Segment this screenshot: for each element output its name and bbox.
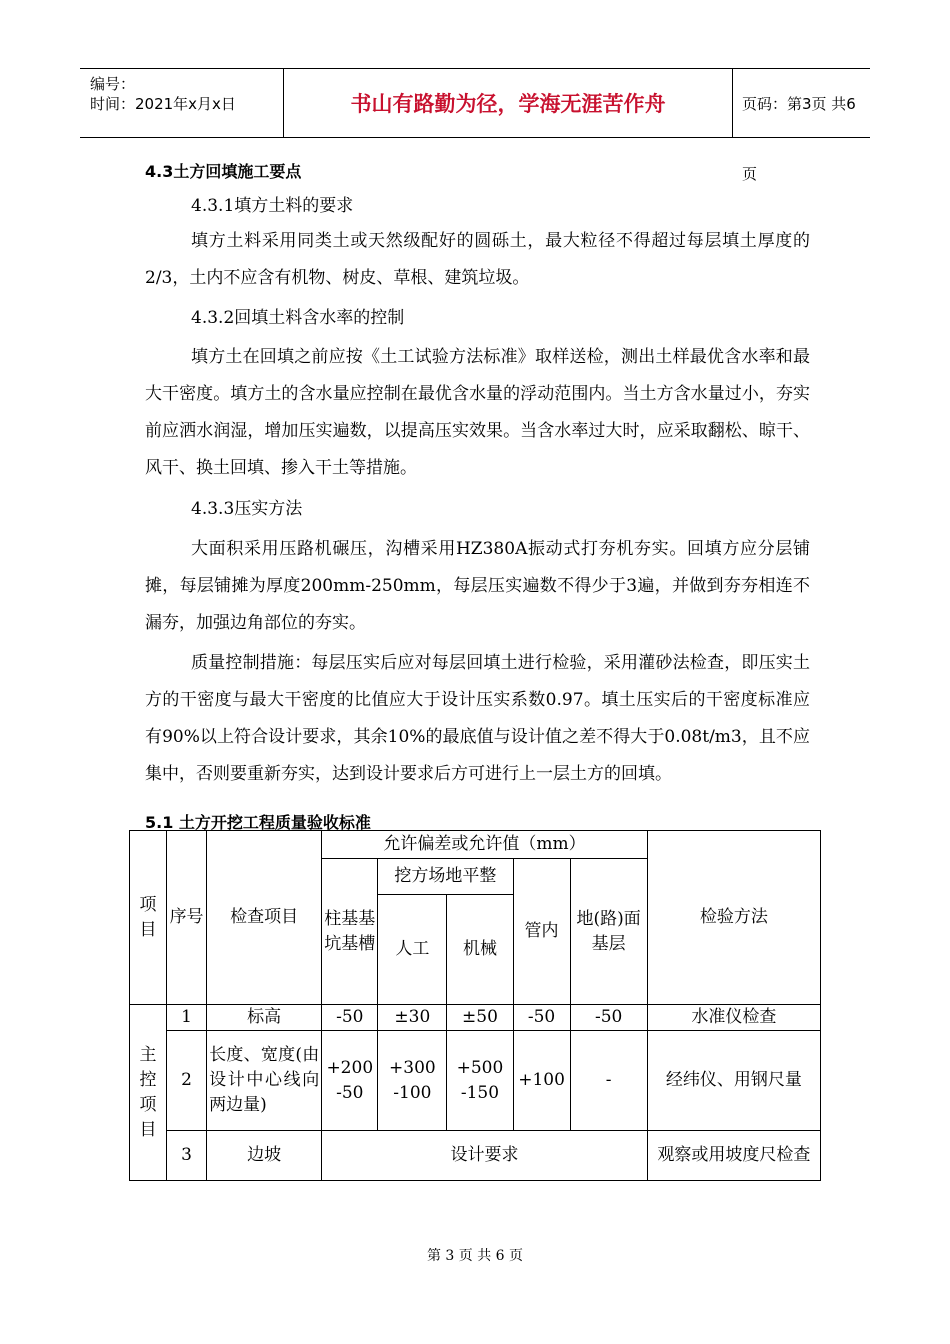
page-footer: 第 3 页 共 6 页: [426, 1248, 524, 1264]
table-row: [130, 1031, 821, 1131]
number-label: 编号：: [90, 75, 136, 93]
header-method: 检验方法: [647, 831, 820, 1005]
row2-method: 经纬仪、用钢尺量: [647, 1031, 820, 1131]
header-allowance: 允许偏差或允许值（mm）: [322, 831, 647, 859]
row3-method: 观察或用坡度尺检查: [647, 1131, 820, 1181]
row1-pipe: -50: [513, 1005, 570, 1031]
row1-item: 标高: [207, 1005, 322, 1031]
table-caption: 5.1 土方开挖工程质量验收标准: [145, 813, 371, 832]
row2-road: -: [570, 1031, 647, 1131]
header-seq: 序号: [167, 831, 207, 1005]
row1-road: -50: [570, 1005, 647, 1031]
group-label: 主控项目: [130, 1005, 167, 1181]
header-pit: 柱基基坑基槽: [322, 859, 378, 1005]
header-motto: 书山有路勤为径，学海无涯苦作舟: [284, 69, 733, 137]
row1-method: 水准仪检查: [647, 1005, 820, 1031]
paragraph-2: 填方土在回填之前应按《土工试验方法标准》取样送检，测出土样最优含水率和最大干密度。填方土的含水量应控制在最优含水量的浮动范围内。当土方含水量过小，夯实前应洒水润湿，增加压实遍数，以提高压实效果。当含水率过大时，应采取翻松、晾干、风干、换土回填、掺入干土等措施。: [145, 347, 810, 478]
header-machine: 机械: [447, 895, 513, 1005]
header-road: 地(路)面基层: [570, 859, 647, 1005]
paragraph-1: 填方土料采用同类土或天然级配好的圆砾土，最大粒径不得超过每层填土厚度的2/3，土内不应含有机物、树皮、草根、建筑垃圾。: [145, 231, 810, 288]
section-title: 4.3土方回填施工要点: [145, 162, 302, 181]
row3-merged: 设计要求: [322, 1131, 647, 1181]
header-site-leveling: 挖方场地平整: [378, 859, 513, 895]
header-pipe: 管内: [513, 859, 570, 1005]
paragraph-3: 大面积采用压路机碾压，沟槽采用HZ380A振动式打夯机夯实。回填方应分层铺摊，每层铺摊为厚度200mm-250mm，每层压实遍数不得少于3遍，并做到夯夯相连不漏夯，加强边角部位的夯实。: [145, 539, 810, 633]
header-item: 项目: [130, 831, 167, 1005]
row2-pit: +200 -50: [322, 1031, 378, 1131]
header-meta: [80, 69, 284, 137]
subsection-title-1: 4.3.1填方土料的要求: [191, 196, 354, 216]
time-label: 时间：2021年x月x日: [90, 95, 236, 113]
row1-pit: -50: [322, 1005, 378, 1031]
row1-seq: 1: [167, 1005, 207, 1031]
table-header-row-1: [130, 831, 821, 859]
row2-machine: +500 -150: [447, 1031, 513, 1131]
document-body: [145, 155, 810, 793]
table-row: [130, 1005, 821, 1031]
row2-item: 长度、宽度(由设计中心线向两边量): [207, 1031, 322, 1131]
header-manual: 人工: [378, 895, 447, 1005]
row1-manual: ±30: [378, 1005, 447, 1031]
row3-item: 边坡: [207, 1131, 322, 1181]
header-check-item: 检查项目: [207, 831, 322, 1005]
row2-manual: +300 -100: [378, 1031, 447, 1131]
subsection-title-2: 4.3.2回填土料含水率的控制: [191, 308, 405, 328]
table-row: [130, 1131, 821, 1181]
row2-seq: 2: [167, 1031, 207, 1131]
row2-pipe: +100: [513, 1031, 570, 1131]
paragraph-4: 质量控制措施：每层压实后应对每层回填土进行检验，采用灌砂法检查，即压实土方的干密度与最大干密度的比值应大于设计压实系数0.97。填土压实后的干密度标准应有90%以上符合设计要求，其余10%的最底值与设计值之差不得大于0.08t/m3，且不应集中，否则要重新夯实，达到设计要求后方可进行上一层土方的回填。: [145, 653, 810, 784]
row3-seq: 3: [167, 1131, 207, 1181]
acceptance-table: [129, 830, 821, 1181]
row1-machine: ±50: [447, 1005, 513, 1031]
header-page-info: 页码：第3页 共6页: [742, 95, 856, 183]
subsection-title-3: 4.3.3压实方法: [191, 499, 303, 519]
